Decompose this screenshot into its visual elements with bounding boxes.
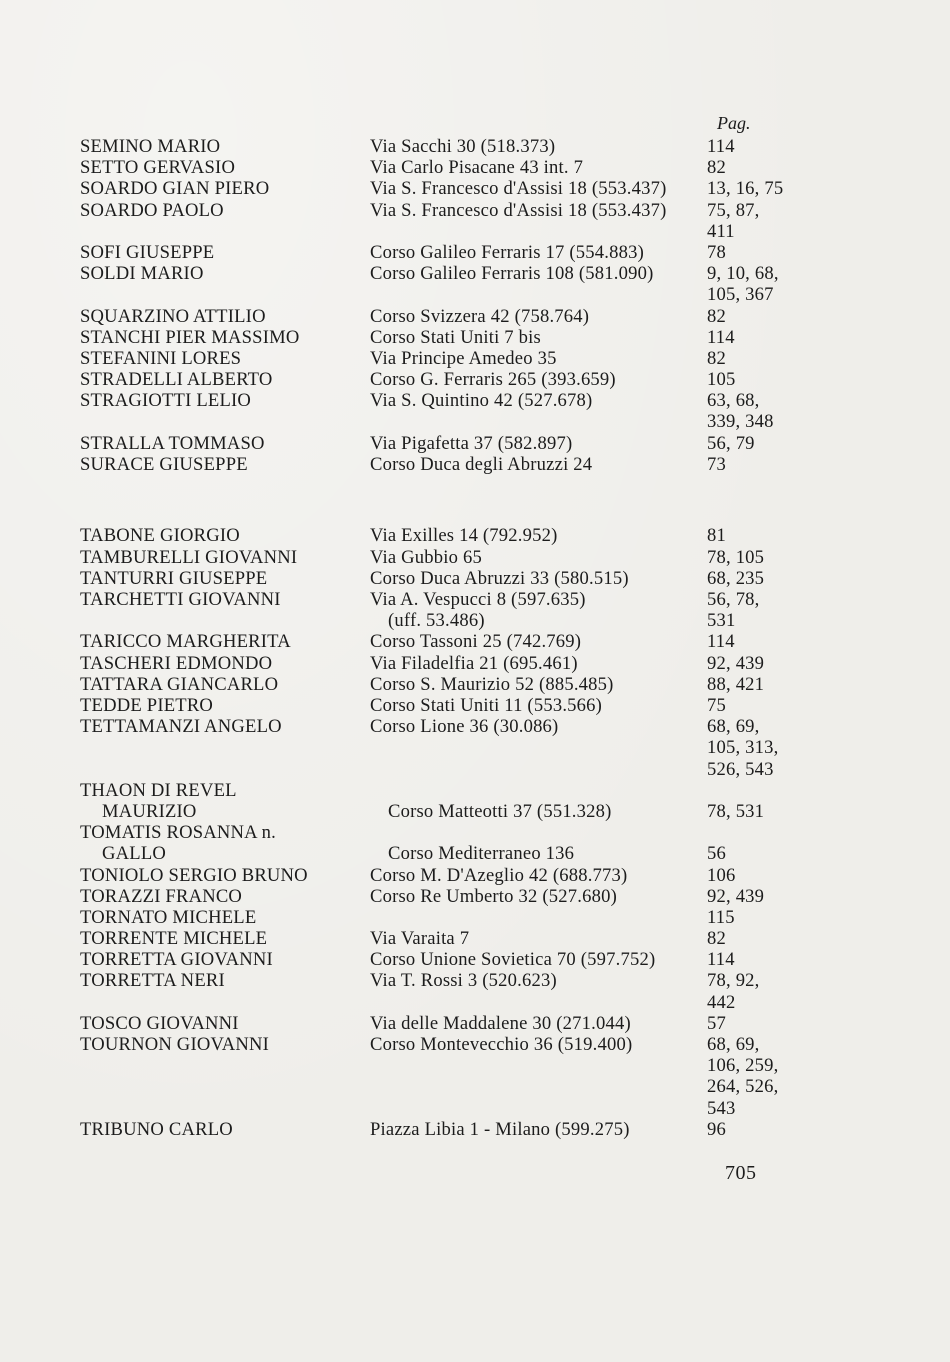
entry-pages — [707, 369, 817, 390]
entry-pages — [707, 716, 817, 780]
directory-entry — [80, 454, 820, 475]
entry-name — [80, 886, 365, 907]
entry-address-line: Via A. Vespucci 8 (597.635) — [370, 589, 586, 610]
directory-entry — [80, 200, 820, 242]
entry-name-line: TOMATIS ROSANNA n. — [80, 822, 276, 844]
entry-name — [80, 200, 365, 221]
entry-pages-line: 106 — [707, 864, 736, 886]
entry-name-line: SEMINO MARIO — [80, 136, 221, 157]
entry-address — [370, 390, 705, 411]
entry-address — [370, 157, 705, 178]
entry-address — [370, 822, 705, 864]
entry-address-line: Corso G. Ferraris 265 (393.659) — [370, 369, 616, 391]
entry-pages-line: 9, 10, 68, — [707, 263, 779, 285]
directory-list — [80, 136, 820, 1140]
entry-name-line: STRADELLI ALBERTO — [80, 369, 273, 391]
entry-address-line: Piazza Libia 1 - Milano (599.275) — [370, 1118, 630, 1140]
entry-pages-line: 411 — [707, 220, 735, 242]
entry-name — [80, 263, 365, 284]
entry-name — [80, 157, 365, 178]
entry-pages-line: 57 — [707, 1012, 726, 1034]
entry-address — [370, 653, 705, 674]
entry-pages-line: 63, 68, — [707, 390, 760, 412]
entry-address-line: Corso Lione 36 (30.086) — [370, 716, 559, 738]
pag-column-heading: Pag. — [717, 113, 751, 133]
entry-pages — [707, 454, 817, 475]
entry-address-line: Corso Duca Abruzzi 33 (580.515) — [370, 567, 629, 589]
entry-name — [80, 716, 365, 737]
entry-pages-line: 442 — [707, 991, 736, 1013]
directory-entry — [80, 263, 820, 305]
entry-name-line: TARCHETTI GIOVANNI — [80, 589, 281, 610]
entry-pages — [707, 653, 817, 674]
directory-entry — [80, 369, 820, 390]
entry-address-line: Corso Mediterraneo 136 — [388, 843, 575, 865]
directory-entry — [80, 653, 820, 674]
entry-address — [370, 886, 705, 907]
entry-pages-line: 73 — [707, 453, 726, 475]
entry-pages — [707, 886, 817, 907]
entry-address-line — [370, 780, 705, 801]
entry-address — [370, 589, 705, 631]
entry-address — [370, 1119, 705, 1140]
entry-address-line: Corso Galileo Ferraris 17 (554.883) — [370, 241, 644, 263]
entry-name — [80, 327, 365, 348]
entry-address-line: Corso Svizzera 42 (758.764) — [370, 305, 590, 327]
entry-address-line: Via Carlo Pisacane 43 int. 7 — [370, 157, 584, 179]
entry-name-line: SOLDI MARIO — [80, 263, 204, 285]
directory-entry — [80, 1034, 820, 1119]
entry-address-line: (uff. 53.486) — [388, 610, 485, 632]
entry-name — [80, 136, 365, 157]
directory-entry — [80, 242, 820, 263]
entry-pages-line: 526, 543 — [707, 758, 774, 780]
entry-address-line: Via S. Francesco d'Assisi 18 (553.437) — [370, 199, 667, 221]
entry-name — [80, 674, 365, 695]
entry-address-line: Corso Galileo Ferraris 108 (581.090) — [370, 263, 654, 285]
entry-pages-line: 92, 439 — [707, 885, 765, 907]
entry-address — [370, 242, 705, 263]
entry-address — [370, 695, 705, 716]
entry-pages-line — [707, 822, 817, 843]
entry-address-line: Corso Unione Sovietica 70 (597.752) — [370, 949, 656, 971]
entry-name-line: SOARDO PAOLO — [80, 199, 224, 221]
entry-address-line: Via S. Francesco d'Assisi 18 (553.437) — [370, 178, 667, 200]
entry-pages-line: 106, 259, — [707, 1055, 779, 1077]
directory-entry — [80, 568, 820, 589]
entry-address-line: Corso Matteotti 37 (551.328) — [388, 800, 612, 822]
entry-name — [80, 865, 365, 886]
entry-address-line: Corso Montevecchio 36 (519.400) — [370, 1034, 633, 1056]
entry-name — [80, 653, 365, 674]
entry-pages-line: 114 — [707, 949, 735, 971]
entry-pages-line: 88, 421 — [707, 673, 765, 695]
entry-address — [370, 348, 705, 369]
entry-pages — [707, 674, 817, 695]
entry-address — [370, 949, 705, 970]
entry-address-line: Via delle Maddalene 30 (271.044) — [370, 1012, 631, 1034]
entry-name — [80, 306, 365, 327]
entry-pages — [707, 390, 817, 432]
entry-address-line — [370, 822, 705, 843]
entry-pages — [707, 136, 817, 157]
entry-name — [80, 547, 365, 568]
entry-name — [80, 369, 365, 390]
entry-name — [80, 589, 365, 610]
entry-address-line: Corso S. Maurizio 52 (885.485) — [370, 673, 614, 695]
entry-name-line: TORNATO MICHELE — [80, 906, 257, 928]
entry-pages — [707, 780, 817, 822]
entry-pages — [707, 865, 817, 886]
entry-name-line: TATTARA GIANCARLO — [80, 673, 279, 695]
directory-entry — [80, 157, 820, 178]
entry-pages — [707, 928, 817, 949]
entry-pages-line: 78, 92, — [707, 970, 760, 992]
entry-pages — [707, 178, 817, 199]
entry-pages — [707, 157, 817, 178]
entry-pages-line: 68, 235 — [707, 567, 765, 589]
entry-name — [80, 1119, 365, 1140]
entry-name — [80, 348, 365, 369]
entry-name — [80, 242, 365, 263]
entry-address-line: Corso Duca degli Abruzzi 24 — [370, 453, 593, 475]
entry-name-line: SOFI GIUSEPPE — [80, 241, 215, 263]
entry-name — [80, 433, 365, 454]
directory-entry — [80, 1013, 820, 1034]
entry-pages — [707, 631, 817, 652]
entry-name-line: TABONE GIORGIO — [80, 525, 240, 547]
entry-pages-line: 264, 526, — [707, 1076, 779, 1098]
entry-pages-line: 68, 69, — [707, 716, 760, 738]
entry-pages — [707, 306, 817, 327]
directory-entry — [80, 306, 820, 327]
directory-entry — [80, 886, 820, 907]
entry-name — [80, 970, 365, 991]
entry-pages-line: 75, 87, — [707, 199, 760, 221]
entry-pages-line: 543 — [707, 1097, 736, 1119]
entry-pages — [707, 525, 817, 546]
entry-pages-line: 56, 78, — [707, 589, 760, 610]
page-number: 705 — [725, 1162, 757, 1184]
entry-address — [370, 327, 705, 348]
entry-name-line: TORRENTE MICHELE — [80, 928, 268, 950]
entry-name — [80, 390, 365, 411]
entry-name-line: TAMBURELLI GIOVANNI — [80, 546, 298, 568]
directory-entry — [80, 390, 820, 432]
entry-name — [80, 525, 365, 546]
entry-name-line: THAON DI REVEL — [80, 779, 237, 801]
entry-name-line: SOARDO GIAN PIERO — [80, 178, 270, 200]
entry-pages — [707, 263, 817, 305]
entry-name — [80, 780, 365, 822]
entry-pages — [707, 200, 817, 242]
entry-address-line: Via Varaita 7 — [370, 928, 470, 950]
entry-pages — [707, 1119, 817, 1140]
directory-entry — [80, 949, 820, 970]
entry-name-line: TANTURRI GIUSEPPE — [80, 567, 268, 589]
entry-pages-line: 105 — [707, 369, 736, 391]
entry-name-line: GALLO — [102, 843, 166, 865]
entry-pages-line: 82 — [707, 347, 726, 369]
entry-pages-line: 13, 16, 75 — [707, 178, 784, 200]
entry-pages — [707, 970, 817, 1012]
entry-pages-line: 105, 313, — [707, 737, 779, 759]
entry-name-line: TORRETTA GIOVANNI — [80, 949, 273, 971]
entry-name — [80, 907, 365, 928]
entry-name — [80, 822, 365, 864]
entry-pages — [707, 949, 817, 970]
entry-pages-line: 56, 79 — [707, 432, 755, 454]
entry-pages — [707, 433, 817, 454]
entry-pages-line: 82 — [707, 157, 726, 179]
directory-entry — [80, 178, 820, 199]
entry-address-line: Corso Stati Uniti 11 (553.566) — [370, 694, 603, 716]
directory-entry — [80, 674, 820, 695]
entry-name-line: TARICCO MARGHERITA — [80, 631, 291, 653]
entry-address-line: Via Sacchi 30 (518.373) — [370, 136, 556, 157]
entry-address — [370, 306, 705, 327]
entry-name-line: STRAGIOTTI LELIO — [80, 390, 252, 412]
entry-address-line: Corso Stati Uniti 7 bis — [370, 326, 541, 348]
entry-pages — [707, 589, 817, 631]
entry-pages-line: 68, 69, — [707, 1034, 760, 1056]
entry-pages — [707, 568, 817, 589]
entry-pages — [707, 242, 817, 263]
entry-address-line: Corso M. D'Azeglio 42 (688.773) — [370, 864, 628, 886]
entry-address — [370, 369, 705, 390]
directory-entry — [80, 1119, 820, 1140]
entry-name — [80, 631, 365, 652]
directory-entry — [80, 695, 820, 716]
entry-address-line — [370, 907, 705, 928]
entry-address-line: Via Exilles 14 (792.952) — [370, 525, 558, 547]
entry-pages — [707, 695, 817, 716]
entry-pages — [707, 547, 817, 568]
entry-address — [370, 433, 705, 454]
entry-name — [80, 949, 365, 970]
entry-pages-line: 114 — [707, 631, 735, 653]
entry-address-line: Via Principe Amedeo 35 — [370, 347, 557, 369]
entry-address — [370, 547, 705, 568]
entry-address — [370, 780, 705, 822]
directory-entry — [80, 136, 820, 157]
directory-entry — [80, 547, 820, 568]
entry-pages-line: 78 — [707, 241, 726, 263]
entry-pages-line: 115 — [707, 906, 735, 928]
entry-address — [370, 200, 705, 221]
entry-pages-line: 114 — [707, 136, 735, 157]
directory-entry — [80, 928, 820, 949]
entry-address-line: Via S. Quintino 42 (527.678) — [370, 390, 593, 412]
entry-address — [370, 674, 705, 695]
entry-address-line: Via T. Rossi 3 (520.623) — [370, 970, 557, 992]
entry-name-line: TONIOLO SERGIO BRUNO — [80, 864, 308, 886]
entry-name-line: TRIBUNO CARLO — [80, 1118, 233, 1140]
entry-pages — [707, 822, 817, 864]
entry-address — [370, 263, 705, 284]
entry-pages — [707, 1013, 817, 1034]
entry-name-line: TORAZZI FRANCO — [80, 885, 243, 907]
entry-address — [370, 568, 705, 589]
entry-name — [80, 454, 365, 475]
entry-address — [370, 1013, 705, 1034]
directory-entry — [80, 970, 820, 1012]
entry-pages-line: 114 — [707, 326, 735, 348]
entry-address — [370, 716, 705, 737]
entry-name-line: SURACE GIUSEPPE — [80, 453, 248, 475]
entry-address — [370, 525, 705, 546]
entry-pages-line: 96 — [707, 1118, 726, 1140]
directory-entry — [80, 716, 820, 780]
directory-entry — [80, 631, 820, 652]
entry-pages-line: 75 — [707, 694, 726, 716]
directory-entry — [80, 525, 820, 546]
entry-name-line: STRALLA TOMMASO — [80, 432, 265, 454]
directory-entry — [80, 327, 820, 348]
entry-name-line: TEDDE PIETRO — [80, 694, 214, 716]
entry-name — [80, 695, 365, 716]
entry-pages-line: 56 — [707, 843, 726, 865]
entry-name — [80, 1034, 365, 1055]
directory-entry — [80, 865, 820, 886]
entry-pages-line: 82 — [707, 305, 726, 327]
entry-address — [370, 865, 705, 886]
entry-address — [370, 454, 705, 475]
entry-name-line: MAURIZIO — [102, 800, 197, 822]
entry-name — [80, 1013, 365, 1034]
entry-pages-line: 82 — [707, 928, 726, 950]
entry-address — [370, 970, 705, 991]
directory-entry — [80, 348, 820, 369]
entry-pages — [707, 907, 817, 928]
entry-pages-line: 105, 367 — [707, 284, 774, 306]
entry-name-line: STANCHI PIER MASSIMO — [80, 326, 300, 348]
entry-address-line: Via Pigafetta 37 (582.897) — [370, 432, 573, 454]
entry-pages-line: 531 — [707, 610, 736, 632]
entry-pages — [707, 348, 817, 369]
entry-pages-line: 78, 105 — [707, 546, 765, 568]
entry-address-line: Via Filadelfia 21 (695.461) — [370, 652, 578, 674]
entry-pages-line: 92, 439 — [707, 652, 765, 674]
entry-name-line: STEFANINI LORES — [80, 347, 242, 369]
entry-name-line: TORRETTA NERI — [80, 970, 225, 992]
entry-name-line: TOSCO GIOVANNI — [80, 1012, 239, 1034]
entry-name-line: SQUARZINO ATTILIO — [80, 305, 266, 327]
entry-address — [370, 1034, 705, 1055]
entry-name-line: TOURNON GIOVANNI — [80, 1034, 269, 1056]
entry-name — [80, 928, 365, 949]
directory-entry — [80, 780, 820, 822]
entry-address-line: Corso Tassoni 25 (742.769) — [370, 631, 582, 653]
entry-address — [370, 178, 705, 199]
directory-entry — [80, 907, 820, 928]
entry-pages-line: 78, 531 — [707, 800, 765, 822]
entry-address — [370, 631, 705, 652]
entry-address-line: Corso Re Umberto 32 (527.680) — [370, 885, 617, 907]
entry-pages — [707, 327, 817, 348]
entry-name-line: TASCHERI EDMONDO — [80, 652, 273, 674]
directory-entry — [80, 433, 820, 454]
entry-address-line: Via Gubbio 65 — [370, 546, 483, 568]
entry-pages — [707, 1034, 817, 1119]
entry-pages-line — [707, 780, 817, 801]
entry-pages-line: 81 — [707, 525, 726, 547]
entry-address — [370, 928, 705, 949]
entry-pages-line: 339, 348 — [707, 411, 774, 433]
entry-address — [370, 907, 705, 928]
entry-address — [370, 136, 705, 157]
entry-name-line: SETTO GERVASIO — [80, 157, 236, 179]
entry-name-line: TETTAMANZI ANGELO — [80, 716, 282, 738]
entry-name — [80, 178, 365, 199]
entry-name — [80, 568, 365, 589]
directory-entry — [80, 822, 820, 864]
directory-entry — [80, 589, 820, 631]
